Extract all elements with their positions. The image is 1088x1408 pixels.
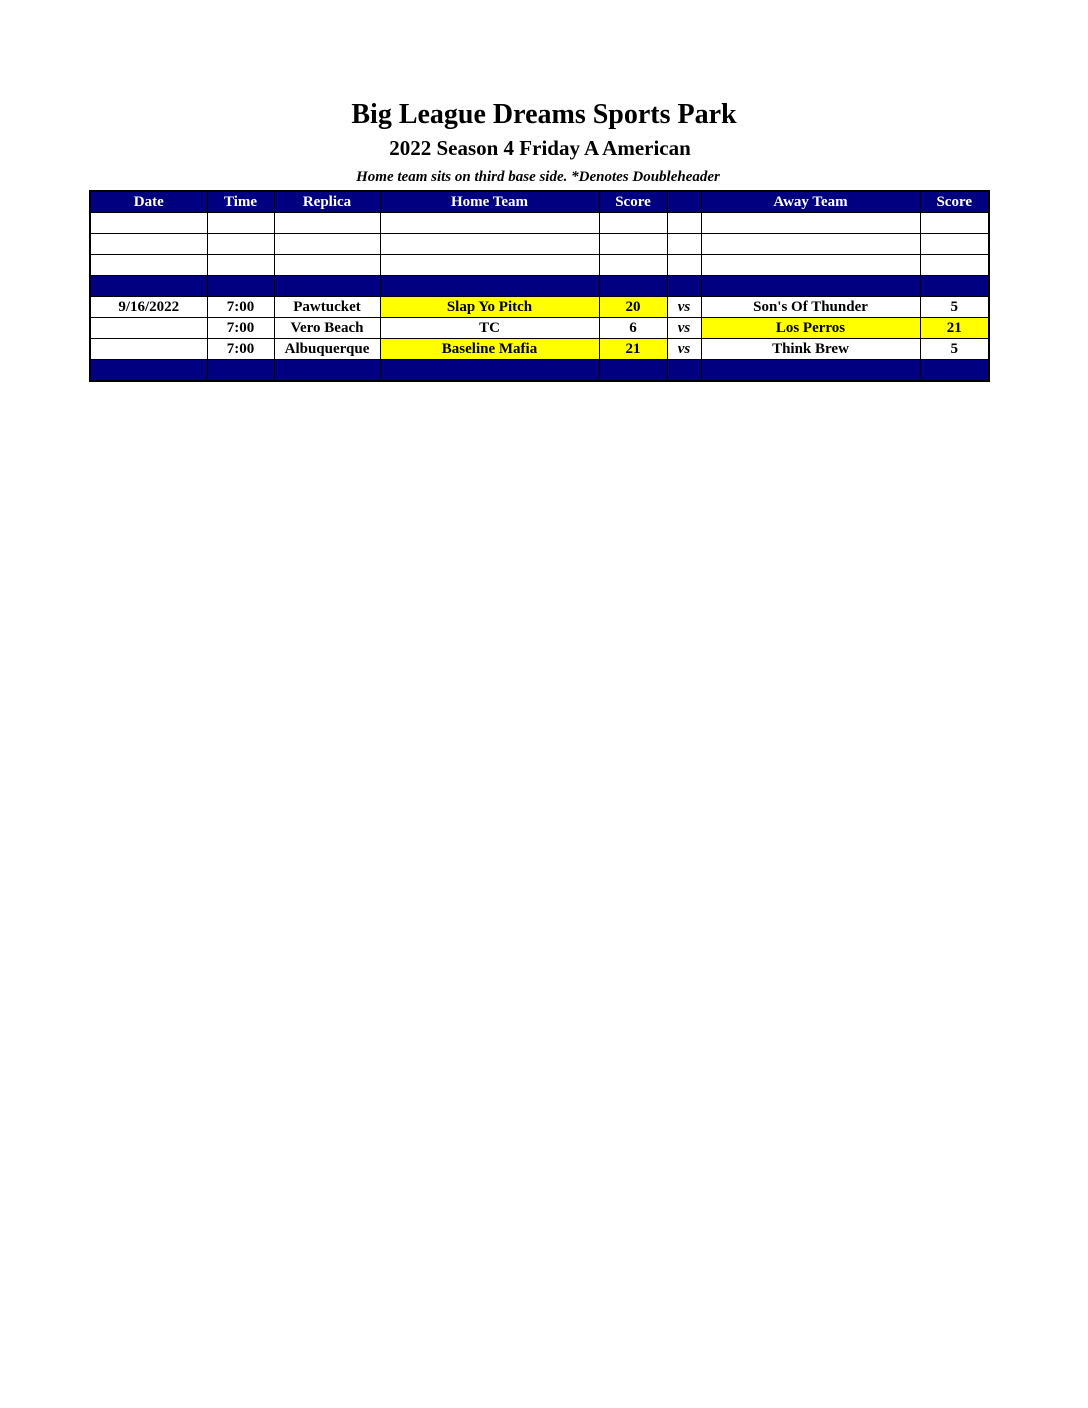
- game-date: [90, 339, 207, 360]
- away-team: Son's Of Thunder: [701, 297, 920, 318]
- separator-row: [90, 276, 989, 297]
- column-header-home-score: Score: [599, 191, 667, 213]
- column-header-time: Time: [207, 191, 274, 213]
- column-header-home-team: Home Team: [380, 191, 599, 213]
- vs-label: vs: [667, 297, 701, 318]
- home-team: Baseline Mafia: [380, 339, 599, 360]
- away-score: 5: [920, 339, 989, 360]
- column-header-date: Date: [90, 191, 207, 213]
- home-score: 6: [599, 318, 667, 339]
- vs-label: vs: [667, 339, 701, 360]
- vs-label: vs: [667, 318, 701, 339]
- home-score: 21: [599, 339, 667, 360]
- home-team: Slap Yo Pitch: [380, 297, 599, 318]
- column-header-away-score: Score: [920, 191, 989, 213]
- schedule-table: [89, 190, 990, 382]
- game-replica: Albuquerque: [274, 339, 380, 360]
- away-team: Los Perros: [701, 318, 920, 339]
- game-replica: Vero Beach: [274, 318, 380, 339]
- game-date: [90, 318, 207, 339]
- empty-row: [90, 234, 989, 255]
- game-row: [90, 318, 989, 339]
- column-header-vs: [667, 191, 701, 213]
- empty-row: [90, 213, 989, 234]
- game-time: 7:00: [207, 318, 274, 339]
- game-row: [90, 339, 989, 360]
- home-team: TC: [380, 318, 599, 339]
- game-time: 7:00: [207, 297, 274, 318]
- column-header-away-team: Away Team: [701, 191, 920, 213]
- empty-row: [90, 255, 989, 276]
- away-score: 5: [920, 297, 989, 318]
- game-replica: Pawtucket: [274, 297, 380, 318]
- home-score: 20: [599, 297, 667, 318]
- separator-row: [90, 360, 989, 382]
- page-subtitle: 2022 Season 4 Friday A American: [389, 136, 691, 160]
- table-header-row: [90, 191, 989, 213]
- game-row: [90, 297, 989, 318]
- game-time: 7:00: [207, 339, 274, 360]
- page-title: Big League Dreams Sports Park: [351, 99, 737, 130]
- game-date: 9/16/2022: [90, 297, 207, 318]
- away-score: 21: [920, 318, 989, 339]
- column-header-replica: Replica: [274, 191, 380, 213]
- away-team: Think Brew: [701, 339, 920, 360]
- schedule-note: Home team sits on third base side. *Denotes Doubleheader: [356, 169, 720, 185]
